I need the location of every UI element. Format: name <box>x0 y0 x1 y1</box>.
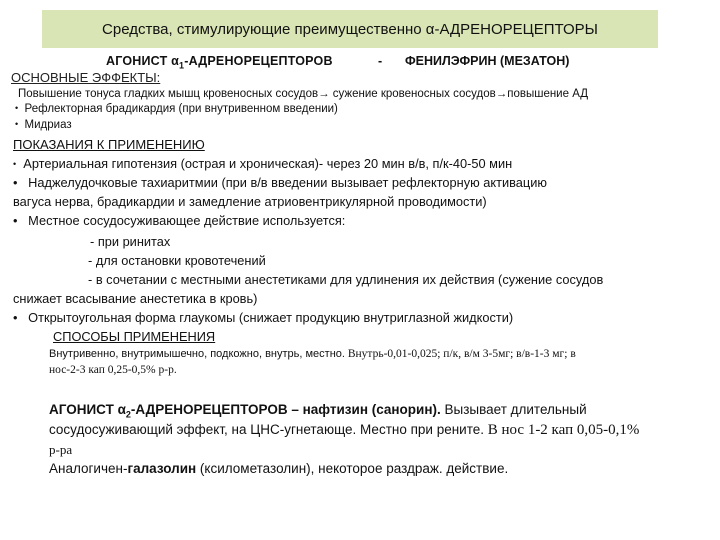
agonist-a1-prefix: АГОНИСТ α <box>106 54 179 68</box>
indications-sub-anesthetics: - в сочетании с местными анестетиками для удлинения их действия (сужение сосудов <box>88 272 604 287</box>
agonist-a1-suffix: -АДРЕНОРЕЦЕПТОРОВ <box>184 54 333 68</box>
effects-item-2-text: Мидриаз <box>24 119 72 131</box>
agonist-a2-effect: сосудосуживающий эффект, на ЦНС-угнетающе. Местно при рените. <box>49 422 484 437</box>
indications-item-4-text: Открытоугольная форма глаукомы (снижает продукцию внутриглазной жидкости) <box>28 310 514 325</box>
agonist-a1-subscript: 1 <box>179 60 185 71</box>
agonist-a1-dash: - <box>378 54 383 68</box>
agonist-a2-line-1-rest: Вызывает длительный <box>440 402 587 417</box>
slide-title-bar <box>42 10 658 48</box>
agonist-a2-dose: В нос 1-2 кап 0,05-0,1% <box>484 422 640 438</box>
indications-item-2-text: Наджелудочковые тахиаритмии (при в/в введении вызывает рефлекторную активацию <box>28 175 547 190</box>
bullet-icon: • <box>13 213 18 228</box>
agonist-a2-analog-pre: Аналогичен- <box>49 461 128 476</box>
agonist-a2-line-3: р-ра <box>49 442 73 457</box>
indications-sub-anesthetics-cont: снижает всасывание анестетика в кровь) <box>13 291 258 306</box>
effects-item-2 <box>15 119 72 131</box>
bullet-icon: • <box>15 119 19 129</box>
bullet-icon: • <box>13 310 18 325</box>
effects-heading: ОСНОВНЫЕ ЭФФЕКТЫ: <box>11 70 161 85</box>
indications-item-2-cont: вагуса нерва, брадикардии и замедление атриовентрикулярной проводимости) <box>13 194 487 209</box>
effects-item-1 <box>15 103 338 115</box>
agonist-a2-line-4 <box>49 461 508 476</box>
bullet-icon: • <box>15 103 19 113</box>
indications-item-2 <box>13 175 547 190</box>
indications-heading: ПОКАЗАНИЯ К ПРИМЕНЕНИЮ <box>13 137 205 152</box>
agonist-a2-analog-drug: галазолин <box>127 461 197 476</box>
agonist-a2-line-2 <box>49 422 639 439</box>
agonist-a2-subscript: 2 <box>125 409 131 420</box>
agonist-a1-heading <box>106 54 333 71</box>
methods-routes: Внутривенно, внутримышечно, подкожно, внутрь, местно. <box>49 348 345 360</box>
effects-item-1-text: Рефлекторная брадикардия (при внутривенном введении) <box>24 103 338 115</box>
agonist-a2-line-1 <box>49 402 587 420</box>
methods-heading: СПОСОБЫ ПРИМЕНЕНИЯ <box>53 329 216 344</box>
methods-line-1 <box>49 348 576 360</box>
agonist-a2-analog-post: (ксилометазолин), некоторое раздраж. действие. <box>196 461 509 476</box>
methods-doses: Внутрь-0,01-0,025; п/к, в/м 3-5мг; в/в-1-3 мг; в <box>344 348 576 360</box>
agonist-a2-heading <box>49 402 441 420</box>
indications-item-3 <box>13 213 345 228</box>
effects-lead: Повышение тонуса гладких мышц кровеносных сосудов→ сужение кровеносных сосудов→повышение АД <box>18 88 589 100</box>
indications-item-3-text: Местное сосудосуживающее действие используется: <box>28 213 346 228</box>
agonist-a2-prefix: АГОНИСТ α <box>49 402 126 417</box>
indications-item-4 <box>13 310 513 325</box>
indications-sub-rhinitis: - при ринитах <box>90 234 171 249</box>
agonist-a1-drug: ФЕНИЛЭФРИН (МЕЗАТОН) <box>405 54 570 68</box>
bullet-icon: • <box>13 159 17 169</box>
agonist-a2-suffix: -АДРЕНОРЕЦЕПТОРОВ – нафтизин (санорин). <box>130 402 441 417</box>
indications-item-1-text: Артериальная гипотензия (острая и хроническая)- через 20 мин в/в, п/к-40-50 мин <box>23 156 513 171</box>
methods-line-2: нос-2-3 кап 0,25-0,5% р-р. <box>49 364 177 376</box>
bullet-icon: • <box>13 175 18 190</box>
slide-title: Средства, стимулирующие преимущественно α-АДРЕНОРЕЦЕПТОРЫ <box>102 20 598 38</box>
indications-item-1 <box>13 156 512 171</box>
indications-sub-bleeding: - для остановки кровотечений <box>88 253 266 268</box>
